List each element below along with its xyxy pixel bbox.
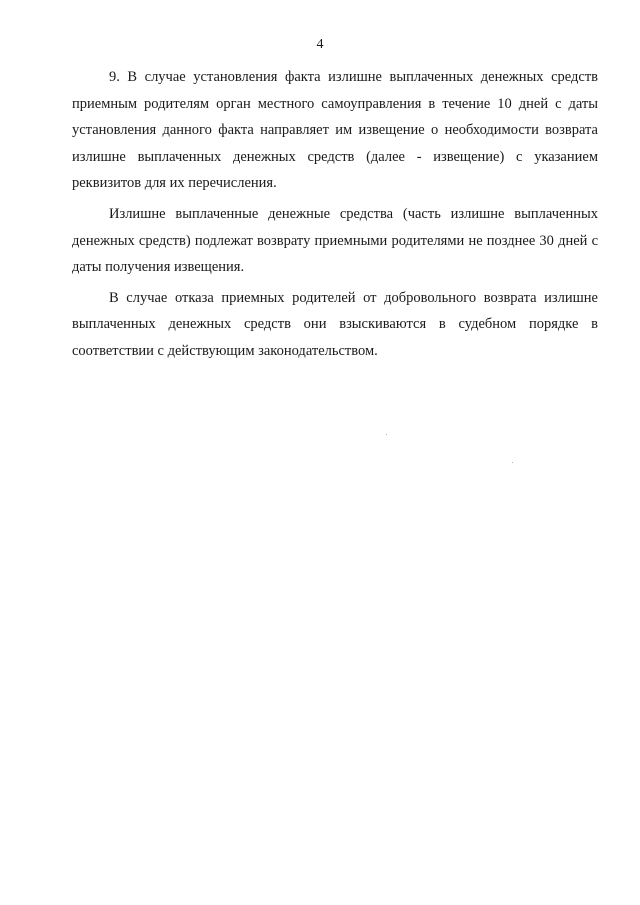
page-number: 4	[316, 37, 324, 52]
paragraph-refund-deadline: Излишне выплаченные денежные средства (часть излишне выплаченных денежных средств) подлежат возврату приемными родителями не позднее 30 дней с даты получения извещения.	[72, 205, 598, 276]
paragraph-court-recovery: В случае отказа приемных родителей от добровольного возврата излишне выплаченных денежных средств они взыскиваются в судебном порядке в соответствии с действующим законодательством.	[72, 289, 598, 359]
scan-speck	[512, 462, 513, 463]
paragraph-refund-notice: 9. В случае установления факта излишне выплаченных денежных средств приемным родителям орган местного самоуправления в течение 10 дней с даты установления данного факта направляет им извещение о необходимости возврата излишне выплаченных денежных средств (далее - извещение) с указанием реквизитов для их перечисления.	[72, 69, 598, 192]
document-body	[72, 64, 598, 369]
scan-speck	[386, 434, 387, 435]
